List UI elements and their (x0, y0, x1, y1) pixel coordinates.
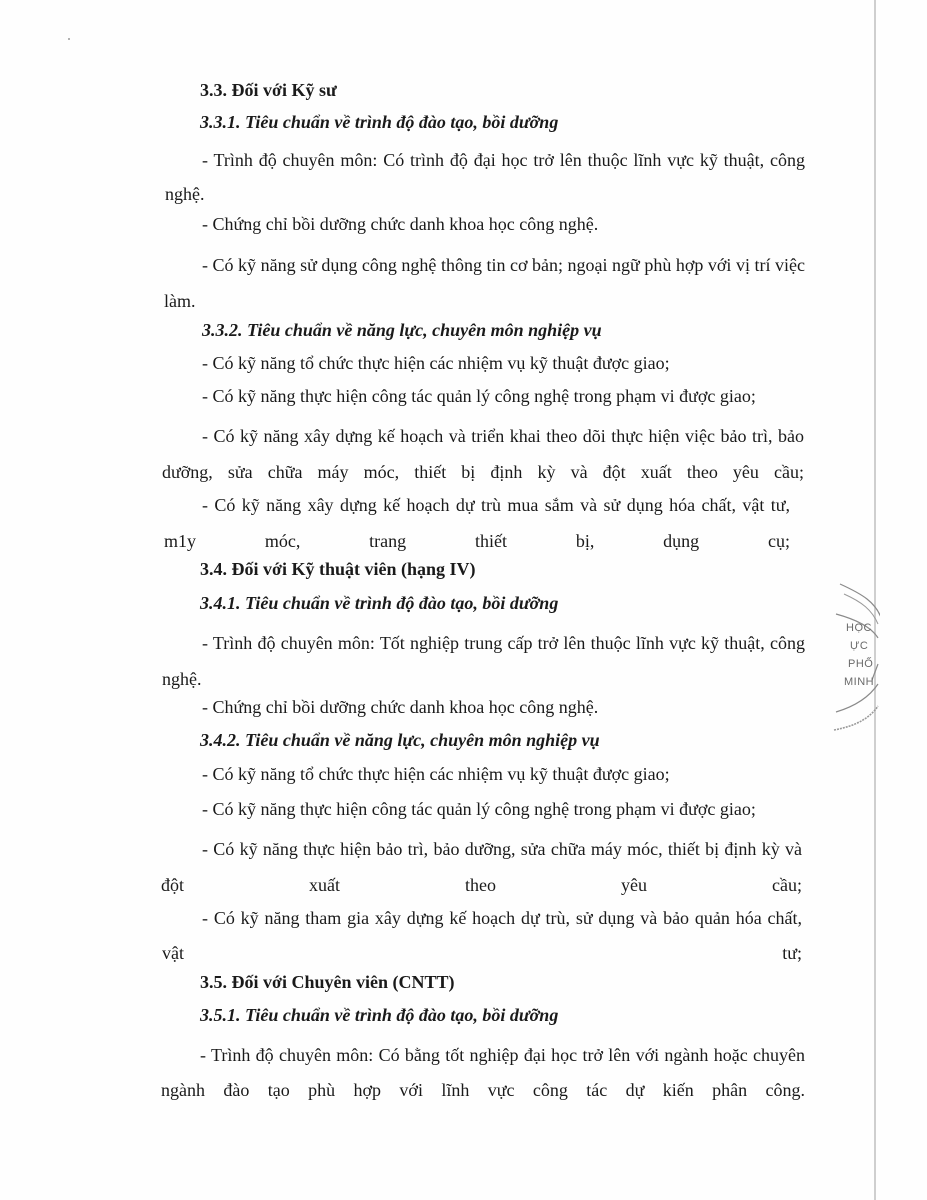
paragraph-3-3-1-item-3 (164, 247, 805, 319)
paragraph-text: - Có kỹ năng thực hiện bảo trì, bảo dưỡng, sửa chữa máy móc, thiết bị định kỳ và đột xuất theo yêu cầu; (161, 839, 802, 895)
scan-speck (68, 38, 70, 40)
paragraph-3-4-2-item-3 (161, 831, 802, 903)
paragraph-3-3-1-item-1 (165, 143, 805, 211)
paragraph-3-4-2-item-2: - Có kỹ năng thực hiện công tác quản lý công nghệ trong phạm vi được giao; (202, 799, 756, 819)
section-heading-3-3: 3.3. Đối với Kỹ sư (200, 80, 337, 100)
section-heading-3-5: 3.5. Đối với Chuyên viên (CNTT) (200, 972, 455, 992)
subsection-title-3-5-1: 3.5.1. Tiêu chuẩn về trình độ đào tạo, bồi dưỡng (200, 1005, 559, 1025)
seal-text-2: ỰC (850, 640, 869, 652)
paragraph-text: - Có kỹ năng sử dụng công nghệ thông tin cơ bản; ngoại ngữ phù hợp với vị trí việc làm. (164, 255, 805, 311)
subsection-title-3-3-1: 3.3.1. Tiêu chuẩn về trình độ đào tạo, bồi dưỡng (200, 112, 559, 132)
paragraph-text: - Có kỹ năng tham gia xây dựng kế hoạch dự trù, sử dụng và bảo quản hóa chất, vật tư; (162, 908, 802, 963)
subsection-title-3-4-1: 3.4.1. Tiêu chuẩn về trình độ đào tạo, bồi dưỡng (200, 593, 559, 613)
paragraph-text: - Có kỹ năng xây dựng kế hoạch và triển khai theo dõi thực hiện việc bảo trì, bảo dưỡng, sửa chữa máy móc, thiết bị định kỳ và đột xuất theo yêu cầu; (162, 426, 804, 482)
paragraph-3-3-2-item-4 (164, 487, 790, 559)
subsection-title-3-3-2: 3.3.2. Tiêu chuẩn về năng lực, chuyên môn nghiệp vụ (202, 320, 602, 340)
section-heading-3-4: 3.4. Đối với Kỹ thuật viên (hạng IV) (200, 559, 476, 579)
paragraph-3-3-2-item-3 (162, 418, 804, 490)
paragraph-text: - Có kỹ năng xây dựng kế hoạch dự trù mua sắm và sử dụng hóa chất, vật tư, m1y móc, trang thiết bị, dụng cụ; (164, 495, 790, 551)
seal-text-4: MINH (844, 676, 875, 688)
paragraph-text: - Trình độ chuyên môn: Có bằng tốt nghiệp đại học trở lên với ngành hoặc chuyên ngành đào tạo phù hợp với lĩnh vực công tác dự kiến phân công. (161, 1045, 805, 1100)
paragraph-3-3-1-item-2: - Chứng chỉ bồi dưỡng chức danh khoa học công nghệ. (202, 214, 599, 234)
paragraph-text: - Trình độ chuyên môn: Có trình độ đại học trở lên thuộc lĩnh vực kỹ thuật, công nghệ. (165, 150, 805, 204)
paragraph-3-3-2-item-1: - Có kỹ năng tổ chức thực hiện các nhiệm vụ kỹ thuật được giao; (202, 353, 670, 373)
seal-text-3: PHỐ (848, 658, 874, 670)
paragraph-3-5-1-item-1 (161, 1038, 805, 1108)
paragraph-text: - Trình độ chuyên môn: Tốt nghiệp trung cấp trở lên thuộc lĩnh vực kỹ thuật, công nghệ. (162, 633, 805, 689)
paragraph-3-4-1-item-1 (162, 625, 805, 697)
paragraph-3-4-1-item-2: - Chứng chỉ bồi dưỡng chức danh khoa học công nghệ. (202, 697, 599, 717)
seal-stamp-fragment (832, 580, 880, 740)
paragraph-3-4-2-item-1: - Có kỹ năng tổ chức thực hiện các nhiệm vụ kỹ thuật được giao; (202, 764, 670, 784)
subsection-title-3-4-2: 3.4.2. Tiêu chuẩn về năng lực, chuyên môn nghiệp vụ (200, 730, 600, 750)
paragraph-3-3-2-item-2: - Có kỹ năng thực hiện công tác quản lý công nghệ trong phạm vi được giao; (202, 386, 756, 406)
seal-text-1: HỌC (846, 622, 872, 634)
paragraph-3-4-2-item-4 (162, 901, 802, 971)
